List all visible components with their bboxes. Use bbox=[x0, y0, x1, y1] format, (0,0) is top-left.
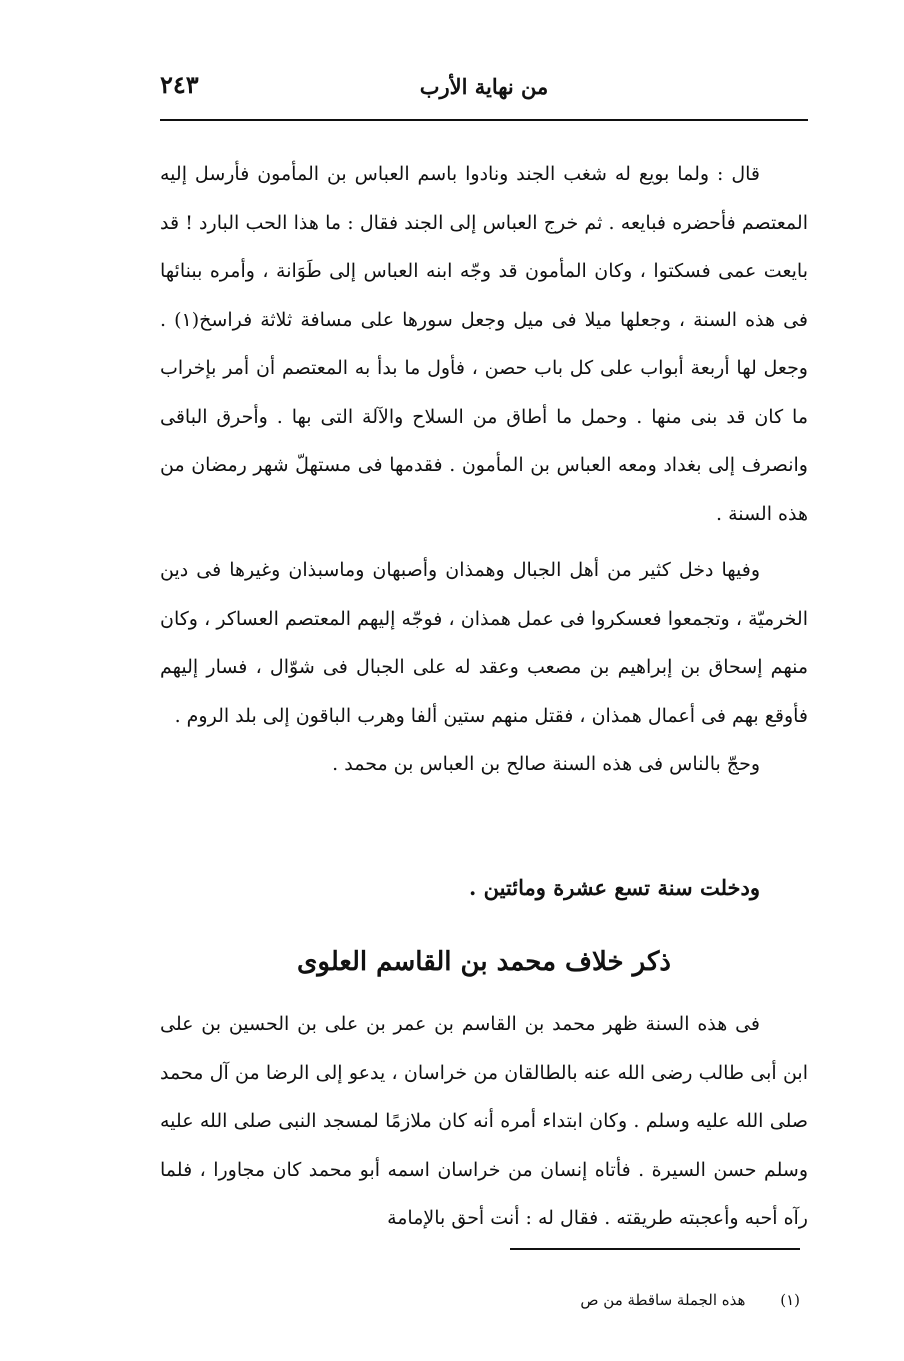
section-text bbox=[160, 1000, 808, 1243]
page-number: ٢٤٣ bbox=[160, 70, 199, 99]
header-rule bbox=[160, 119, 808, 121]
section-paragraph: فى هذه السنة ظهر محمد بن القاسم بن عمر بن على بن الحسين بن على ابن أبى طالب رضى الله عنه بالطالقان من خراسان ، يدعو إلى الرضا من آل محمد صلى الله عليه وسلم . وكان ابتداء أمره أنه كان ملازمًا لمسجد النبى صلى الله عليه وسلم حسن السيرة . فأتاه إنسان من خراسان اسمه أبو محمد كان مجاورا ، فلما رآه أحبه وأعجبته طريقته . فقال له : أنت أحق بالإمامة bbox=[160, 1013, 808, 1229]
footnote-rule bbox=[510, 1248, 800, 1250]
section-heading: ذكر خلاف محمد بن القاسم العلوى bbox=[297, 947, 671, 977]
footnote-marker: (١) bbox=[780, 1291, 800, 1309]
main-text bbox=[160, 150, 808, 789]
paragraph-2: وفيها دخل كثير من أهل الجبال وهمذان وأصبهان وماسبذان وغيرها فى دين الخرميّة ، وتجمعوا فعسكروا فى عمل همذان ، فوجّه إليهم المعتصم العساكر ، وكان منهم إسحاق بن إبراهيم بن مصعب وعقد له على الجبال فى شوّال ، فسار إليهم فأوقع بهم فى أعمال همذان ، فقتل منهم ستين ألفا وهرب الباقون إلى بلد الروم . bbox=[160, 559, 808, 727]
footnote-text: هذه الجملة ساقطة من ص bbox=[580, 1291, 746, 1309]
footnote bbox=[400, 1288, 800, 1312]
paragraph-1: قال : ولما بويع له شغب الجند ونادوا باسم العباس بن المأمون فأرسل إليه المعتصم فأحضره فبايعه . ثم خرج العباس إلى الجند فقال : ما هذا الحب البارد ! قد بايعت عمى فسكتوا ، وكان المأمون قد وجّه ابنه العباس إلى طَوَانة ، وأمره ببنائها فى هذه السنة ، وجعلها ميلا فى ميل وجعل سورها على مسافة ثلاثة فراسخ(١) . وجعل لها أربعة أبواب على كل باب حصن ، فأول ما بدأ به المعتصم أن أمر بإخراب ما كان قد بنى منها . وحمل ما أطاق من السلاح والآلة التى بها . وأحرق الباقى وانصرف إلى بغداد ومعه العباس بن المأمون . فقدمها فى مستهلّ شهر رمضان من هذه السنة . bbox=[160, 163, 808, 525]
running-title: من نهاية الأرب bbox=[419, 74, 549, 99]
page-header bbox=[160, 66, 808, 110]
paragraph-3: وحجّ بالناس فى هذه السنة صالح بن العباس بن محمد . bbox=[332, 753, 760, 775]
year-entered-line: ودخلت سنة تسع عشرة ومائتين . bbox=[468, 875, 760, 900]
